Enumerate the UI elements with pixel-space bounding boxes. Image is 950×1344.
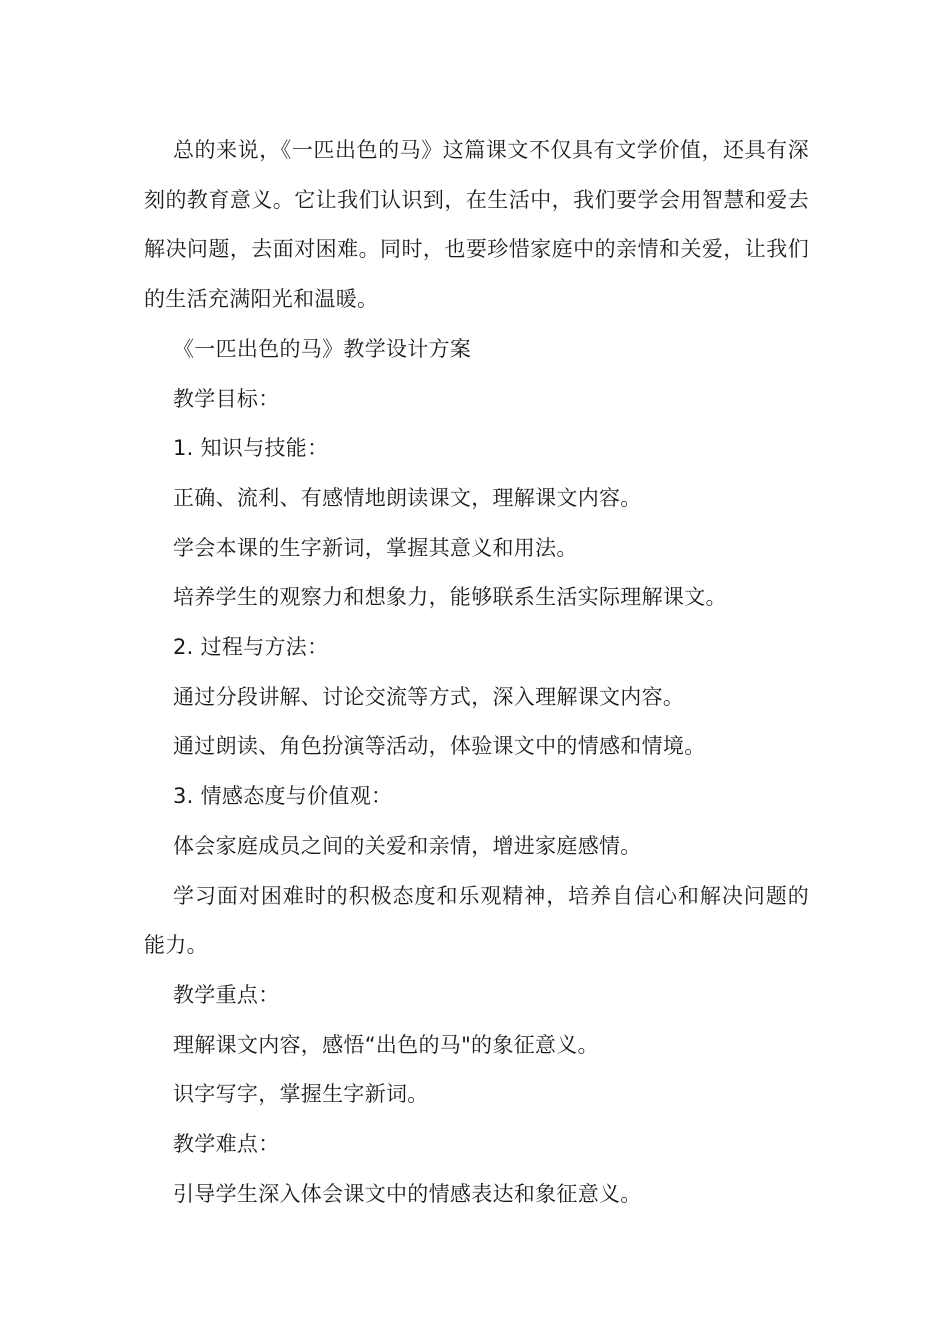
plan-title: 《一匹出色的马》教学设计方案 bbox=[173, 336, 472, 361]
list-item: 学会本课的生字新词，掌握其意义和用法。 bbox=[173, 535, 578, 560]
subheading-process-method: 2. 过程与方法： bbox=[173, 635, 329, 660]
heading-teaching-difficulty: 教学难点： bbox=[173, 1132, 280, 1157]
heading-teaching-focus: 教学重点： bbox=[173, 982, 280, 1007]
paragraph-summary: 总的来说，《一匹出色的马》这篇课文不仅具有文学价值，还具有深刻的教育意义。它让我们认识到，在生活中，我们要学会用智慧和爱去解决问题，去面对困难。同时，也要珍惜家庭中的亲情和关爱，让我们的生活充满阳光和温暖。 bbox=[144, 138, 809, 312]
subheading-knowledge-skills: 1. 知识与技能： bbox=[173, 436, 329, 461]
subheading-emotion-values: 3. 情感态度与价值观： bbox=[173, 784, 393, 809]
list-item: 识字写字，掌握生字新词。 bbox=[173, 1082, 429, 1107]
list-item: 引导学生深入体会课文中的情感表达和象征意义。 bbox=[173, 1181, 642, 1206]
list-item: 培养学生的观察力和想象力，能够联系生活实际理解课文。 bbox=[173, 585, 727, 610]
list-item: 理解课文内容，感悟“出色的马"的象征意义。 bbox=[173, 1032, 599, 1057]
list-item: 正确、流利、有感情地朗读课文，理解课文内容。 bbox=[173, 485, 642, 510]
heading-teaching-goals: 教学目标： bbox=[173, 386, 280, 411]
list-item: 通过朗读、角色扮演等活动，体验课文中的情感和情境。 bbox=[173, 734, 706, 759]
document-body bbox=[144, 126, 809, 1219]
list-item: 学习面对困难时的积极态度和乐观精神，培养自信心和解决问题的能力。 bbox=[144, 883, 809, 958]
list-item: 通过分段讲解、讨论交流等方式，深入理解课文内容。 bbox=[173, 684, 685, 709]
list-item: 体会家庭成员之间的关爱和亲情，增进家庭感情。 bbox=[173, 833, 642, 858]
